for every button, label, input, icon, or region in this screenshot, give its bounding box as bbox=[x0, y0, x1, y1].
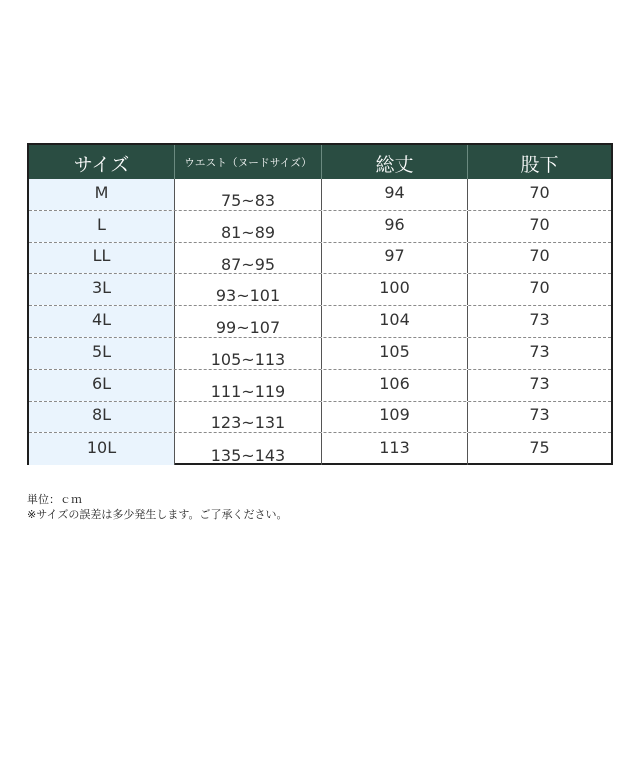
cell-length: 96 bbox=[322, 211, 468, 242]
cell-size: LL bbox=[29, 243, 175, 274]
table-row bbox=[29, 243, 611, 275]
cell-length: 106 bbox=[322, 370, 468, 401]
table-row bbox=[29, 433, 611, 465]
cell-length: 109 bbox=[322, 402, 468, 433]
cell-inseam: 73 bbox=[529, 405, 550, 425]
cell-inseam: 73 bbox=[529, 341, 550, 361]
unit-note: 単位：ｃｍ bbox=[27, 493, 82, 506]
cell-length: 104 bbox=[322, 306, 468, 337]
cell-inseam: 75 bbox=[529, 437, 550, 457]
header-size: サイズ bbox=[29, 145, 175, 179]
cell-size: 10L bbox=[29, 433, 175, 465]
header-inseam: 股下 bbox=[520, 153, 559, 176]
cell-waist: 111~119 bbox=[175, 370, 322, 401]
cell-size: 4L bbox=[29, 306, 175, 337]
cell-waist: 81~89 bbox=[175, 211, 322, 242]
cell-length: 113 bbox=[322, 433, 468, 465]
disclaimer-note: ※サイズの誤差は多少発生します。ご了承ください。 bbox=[27, 508, 288, 521]
cell-waist: 123~131 bbox=[175, 402, 322, 433]
cell-length: 105 bbox=[322, 338, 468, 369]
cell-size: 6L bbox=[29, 370, 175, 401]
cell-waist: 87~95 bbox=[175, 243, 322, 274]
table-row bbox=[29, 306, 611, 338]
table-row bbox=[29, 179, 611, 211]
cell-waist: 93~101 bbox=[175, 274, 322, 305]
header-length: 総丈 bbox=[322, 145, 468, 179]
table-row bbox=[29, 402, 611, 434]
cell-inseam: 70 bbox=[529, 278, 550, 298]
cell-waist: 75~83 bbox=[175, 179, 322, 210]
size-table bbox=[27, 143, 613, 465]
cell-length: 100 bbox=[322, 274, 468, 305]
cell-length: 94 bbox=[322, 179, 468, 210]
cell-inseam: 70 bbox=[529, 246, 550, 266]
table-body bbox=[29, 179, 611, 465]
table-row bbox=[29, 370, 611, 402]
table-header-row bbox=[29, 145, 611, 179]
cell-size: M bbox=[29, 179, 175, 210]
notes bbox=[27, 492, 287, 522]
table-row bbox=[29, 338, 611, 370]
cell-size: 3L bbox=[29, 274, 175, 305]
cell-inseam: 70 bbox=[529, 182, 550, 202]
cell-length: 97 bbox=[322, 243, 468, 274]
cell-size: L bbox=[29, 211, 175, 242]
cell-size: 8L bbox=[29, 402, 175, 433]
cell-inseam: 73 bbox=[529, 310, 550, 330]
cell-inseam: 73 bbox=[529, 373, 550, 393]
cell-size: 5L bbox=[29, 338, 175, 369]
cell-inseam: 70 bbox=[529, 214, 550, 234]
cell-waist: 135~143 bbox=[175, 433, 322, 465]
table-row bbox=[29, 274, 611, 306]
cell-waist: 99~107 bbox=[175, 306, 322, 337]
cell-waist: 105~113 bbox=[175, 338, 322, 369]
header-waist: ウエスト（ヌードサイズ） bbox=[175, 145, 322, 179]
table-row bbox=[29, 211, 611, 243]
